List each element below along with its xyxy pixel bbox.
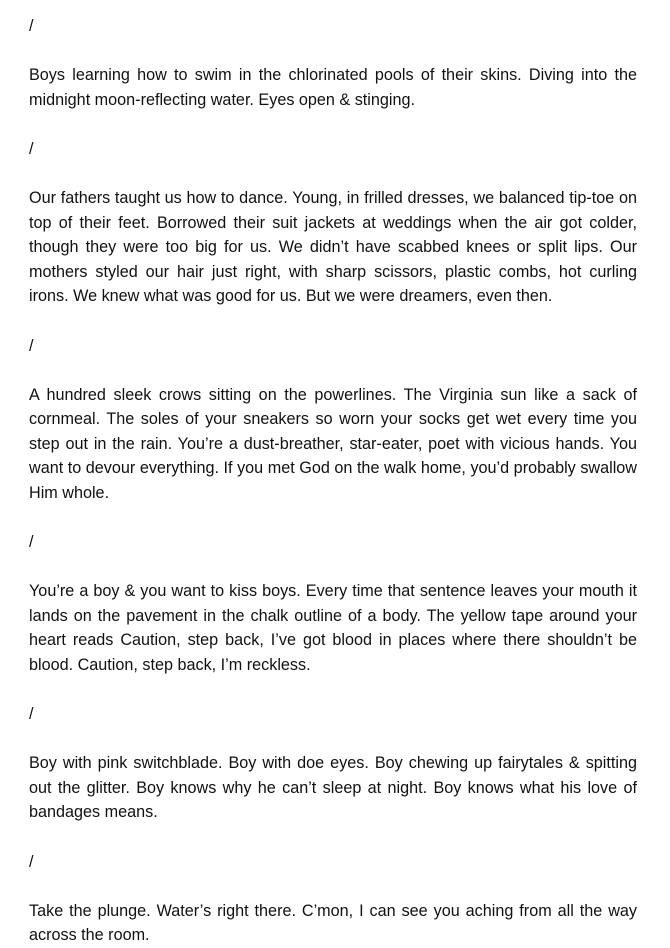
paragraph-5: Boy with pink switchblade. Boy with doe eyes. Boy chewing up fairytales & spitting out the glitter. Boy knows why he can’t sleep at night. Boy knows what his love of bandages means. [29,754,637,821]
document-body [29,14,637,948]
section-separator: / [29,533,34,551]
paragraph-2: Our fathers taught us how to dance. Young, in frilled dresses, we balanced tip-toe on top of their feet. Borrowed their suit jackets at weddings when the air got colder, though they were too big for us. We didn’t have scabbed knees or split lips. Our mothers styled our hair just right, with sharp scissors, plastic combs, hot curling irons. We knew what was good for us. But we were dreamers, even then. [29,189,637,305]
section-separator: / [29,705,34,723]
section-separator: / [29,140,34,158]
paragraph-6: Take the plunge. Water’s right there. C’mon, I can see you aching from all the way across the room. [29,901,637,944]
section-separator: / [29,17,34,35]
section-separator: / [29,336,34,355]
paragraph-1: Boys learning how to swim in the chlorinated pools of their skins. Diving into the midnight moon-reflecting water. Eyes open & stinging. [29,66,637,109]
paragraph-3: A hundred sleek crows sitting on the powerlines. The Virginia sun like a sack of cornmeal. The soles of your sneakers so worn your socks get wet every time you step out in the rain. You’re a dust-breather, star-eater, poet with vicious hands. You want to devour everything. If you met God on the walk home, you’d probably swallow Him whole. [29,385,637,502]
paragraph-4: You’re a boy & you want to kiss boys. Every time that sentence leaves your mouth it lands on the pavement in the chalk outline of a body. The yellow tape around your heart reads Caution, step back, I’ve got blood in places where there shouldn’t be blood. Caution, step back, I’m reckless. [29,582,637,674]
section-separator: / [29,852,34,871]
